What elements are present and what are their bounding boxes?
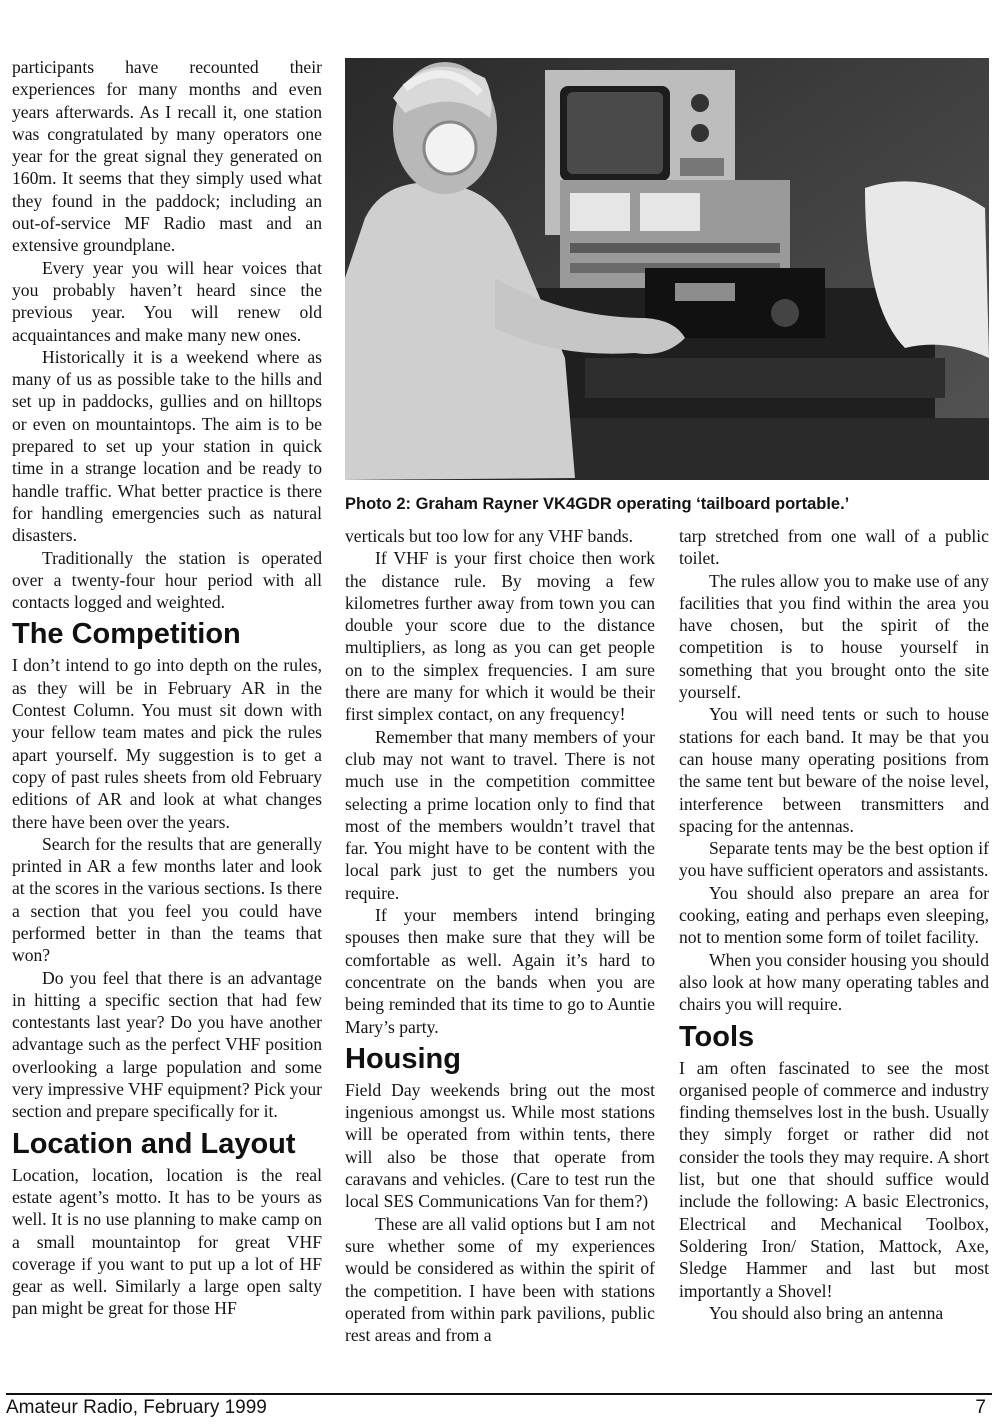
paragraph: You should also bring an antenna [709, 1302, 944, 1323]
photo-operator-at-radio [345, 58, 989, 480]
heading-tools: Tools [679, 1020, 755, 1053]
paragraph: Every year you will hear voices that you probably haven’t heard since the previous year. You will renew old acquaintances and make many new ones. [12, 257, 322, 345]
paragraph: I am often fascinated to see the most organised people of commerce and industry finding themselves lost in the bush. Usually they simply forget or rather did not consider the tools they may require. A short list, but one that should suffice would include the following: A basic Electronics, Electrical and Mechanical Toolbox, Soldering Iron/ Station, Mattock, Axe, Sledge Hammer and last but most importantly a Shovel! [679, 1057, 989, 1301]
paragraph: Location, location, location is the real estate agent’s motto. It has to be yours as well. It is no use planning to make camp on a small mountaintop for great VHF coverage if you want to put up a lot of HF gear as well. Similarly a large open salty pan might be great for those HF [12, 1164, 322, 1319]
column-2 [345, 525, 655, 1346]
footer-divider [6, 1393, 992, 1395]
photo-caption: Photo 2: Graham Rayner VK4GDR operating ‘tailboard portable.’ [345, 495, 850, 513]
paragraph: If VHF is your first choice then work the distance rule. By moving a few kilometres further away from town you can double your score due to the distance multipliers, as long as you can get people on to the simplex frequencies. I am sure there are many for which it would be their first simplex contact, on any frequency! [345, 548, 655, 725]
page-number: 7 [975, 1397, 986, 1418]
column-1 [12, 56, 322, 1320]
footer-publication: Amateur Radio, February 1999 [6, 1397, 267, 1418]
heading-location-and-layout: Location and Layout [12, 1127, 296, 1160]
heading-the-competition: The Competition [12, 618, 241, 651]
paragraph: If your members intend bringing spouses then make sure that they will be comfortable as well. Again it’s hard to concentrate on the bands when you are being reminded that its time to go to Auntie Mary’s party. [345, 905, 655, 1037]
paragraph: Traditionally the station is operated over a twenty-four hour period with all contacts logged and weighted. [12, 547, 322, 613]
photo-illustration [345, 58, 989, 480]
paragraph: I don’t intend to go into depth on the rules, as they will be in February AR in the Contest Column. You must sit down with your fellow team mates and pick the rules apart yourself. My suggestion is to get a copy of past rules sheets from old February editions of AR and look at what changes there have been over the years. [12, 655, 322, 832]
column-3 [679, 525, 989, 1324]
paragraph: The rules allow you to make use of any facilities that you find within the area you have chosen, but the spirit of the competition is to house yourself in something that you brought onto the site yourself. [679, 570, 989, 703]
paragraph: Historically it is a weekend where as many of us as possible take to the hills and set up in paddocks, gullies and on hilltops or even on mountaintops. The aim is to be prepared to set up your station in quick time in a strange location and be ready to handle traffic. What better practice is there for handling emergencies such as natural disasters. [12, 346, 322, 546]
paragraph: You will need tents or such to house stations for each band. It may be that you can house many operating positions from the same tent but beware of the noise level, interference between transmitters and spacing for the antennas. [679, 704, 989, 836]
paragraph: Separate tents may be the best option if you have sufficient operators and assistants. [679, 838, 989, 881]
paragraph: You should also prepare an area for cooking, eating and perhaps even sleeping, not to mention some form of toilet facility. [679, 882, 989, 948]
paragraph: verticals but too low for any VHF bands. [345, 526, 633, 546]
paragraph: These are all valid options but I am not sure whether some of my experiences would be considered as within the spirit of the competition. I have been with stations operated from within park pavilions, public rest areas and from a [345, 1213, 655, 1346]
paragraph: Remember that many members of your club may not want to travel. There is not much use in the competition committee selecting a prime location only to find that most of the members wouldn’t travel that far. You might have to be content with the local park just to get the numbers you require. [345, 726, 655, 903]
heading-housing: Housing [345, 1042, 461, 1075]
paragraph: participants have recounted their experiences for many months and even years afterwards. As I recall it, one station was congratulated by many operators one year for the great signal they generated on 160m. It seems that they simply used what they found in the paddock; including an out-of-service MF Radio mast and an extensive groundplane. [12, 57, 322, 256]
paragraph: When you consider housing you should also look at how many operating tables and chairs you will require. [679, 949, 989, 1015]
paragraph: Field Day weekends bring out the most ingenious amongst us. While most stations will be operated from within tents, there will also be those that operate from caravans and vehicles. (Care to test run the local SES Communications Van for them?) [345, 1079, 655, 1212]
paragraph: tarp stretched from one wall of a public toilet. [679, 526, 989, 569]
paragraph: Do you feel that there is an advantage in hitting a specific section that had few contestants last year? Do you have another advantage such as the perfect VHF position overlooking a large population and some very impressive VHF equipment? Pick your section and prepare specifically for it. [12, 967, 322, 1122]
paragraph: Search for the results that are generally printed in AR a few months later and look at the scores in the various sections. Is there a section that you feel you could have performed better in than the teams that won? [12, 833, 322, 966]
